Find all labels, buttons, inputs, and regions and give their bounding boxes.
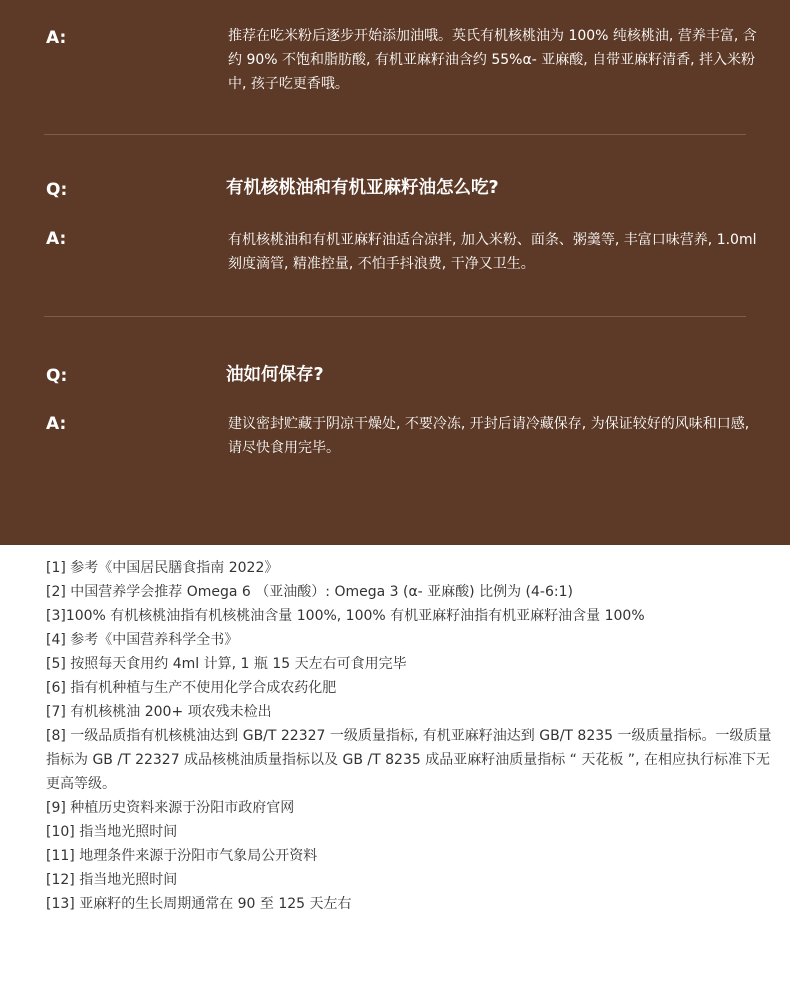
answer-label: A:: [46, 229, 67, 249]
footnote: [6] 指有机种植与生产不使用化学合成农药化肥: [46, 680, 337, 696]
answer-label: A:: [46, 28, 67, 48]
question-text: 有机核桃油和有机亚麻籽油怎么吃?: [226, 178, 499, 198]
footnote: [7] 有机核桃油 200+ 项农残未检出: [46, 704, 272, 720]
footnote: [13] 亚麻籽的生长周期通常在 90 至 125 天左右: [46, 896, 352, 912]
footnote: [8] 一级品质指有机核桃油达到 GB/T 22327 一级质量指标, 有机亚麻籽油达到 GB/T 8235 一级质量指标。一级质量指标为 GB /T 22327 成品核桃油质量指标以及 GB /T 8235 成品亚麻籽油质量指标 “ 天花板 ”, 在相应执行标准下无更高等级。: [46, 728, 772, 792]
footnote: [4] 参考《中国营养科学全书》: [46, 632, 239, 648]
footnote: [11] 地理条件来源于汾阳市气象局公开资料: [46, 848, 318, 864]
answer-text: 有机核桃油和有机亚麻籽油适合凉拌, 加入米粉、面条、粥羹等, 丰富口味营养, 1.0ml 刻度滴管, 精准控量, 不怕手抖浪费, 干净又卫生。: [228, 232, 757, 272]
footnote: [2] 中国营养学会推荐 Omega 6 （亚油酸）: Omega 3 (α- 亚麻酸) 比例为 (4-6:1): [46, 584, 573, 600]
answer-text: 建议密封贮藏于阴凉干燥处, 不要冷冻, 开封后请冷藏保存, 为保证较好的风味和口感, 请尽快食用完毕。: [228, 416, 750, 456]
question-text: 油如何保存?: [226, 365, 324, 385]
footnotes-list: [46, 556, 776, 916]
answer-label: A:: [46, 414, 67, 434]
answer-text: 推荐在吃米粉后逐步开始添加油哦。英氏有机核桃油为 100% 纯核桃油, 营养丰富, 含约 90% 不饱和脂肪酸, 有机亚麻籽油含约 55%α- 亚麻酸, 自带亚麻籽清香, 拌入米粉中, 孩子吃更香哦。: [228, 28, 757, 92]
footnote: [3]100% 有机核桃油指有机核桃油含量 100%, 100% 有机亚麻籽油指有机亚麻籽油含量 100%: [46, 608, 645, 624]
footnote: [9] 种植历史资料来源于汾阳市政府官网: [46, 800, 295, 816]
divider: [44, 134, 746, 135]
footnote: [5] 按照每天食用约 4ml 计算, 1 瓶 15 天左右可食用完毕: [46, 656, 407, 672]
divider: [44, 316, 746, 317]
question-label: Q:: [46, 180, 68, 200]
footnote: [10] 指当地光照时间: [46, 824, 178, 840]
footnote: [12] 指当地光照时间: [46, 872, 178, 888]
footnote: [1] 参考《中国居民膳食指南 2022》: [46, 560, 279, 576]
question-label: Q:: [46, 366, 68, 386]
